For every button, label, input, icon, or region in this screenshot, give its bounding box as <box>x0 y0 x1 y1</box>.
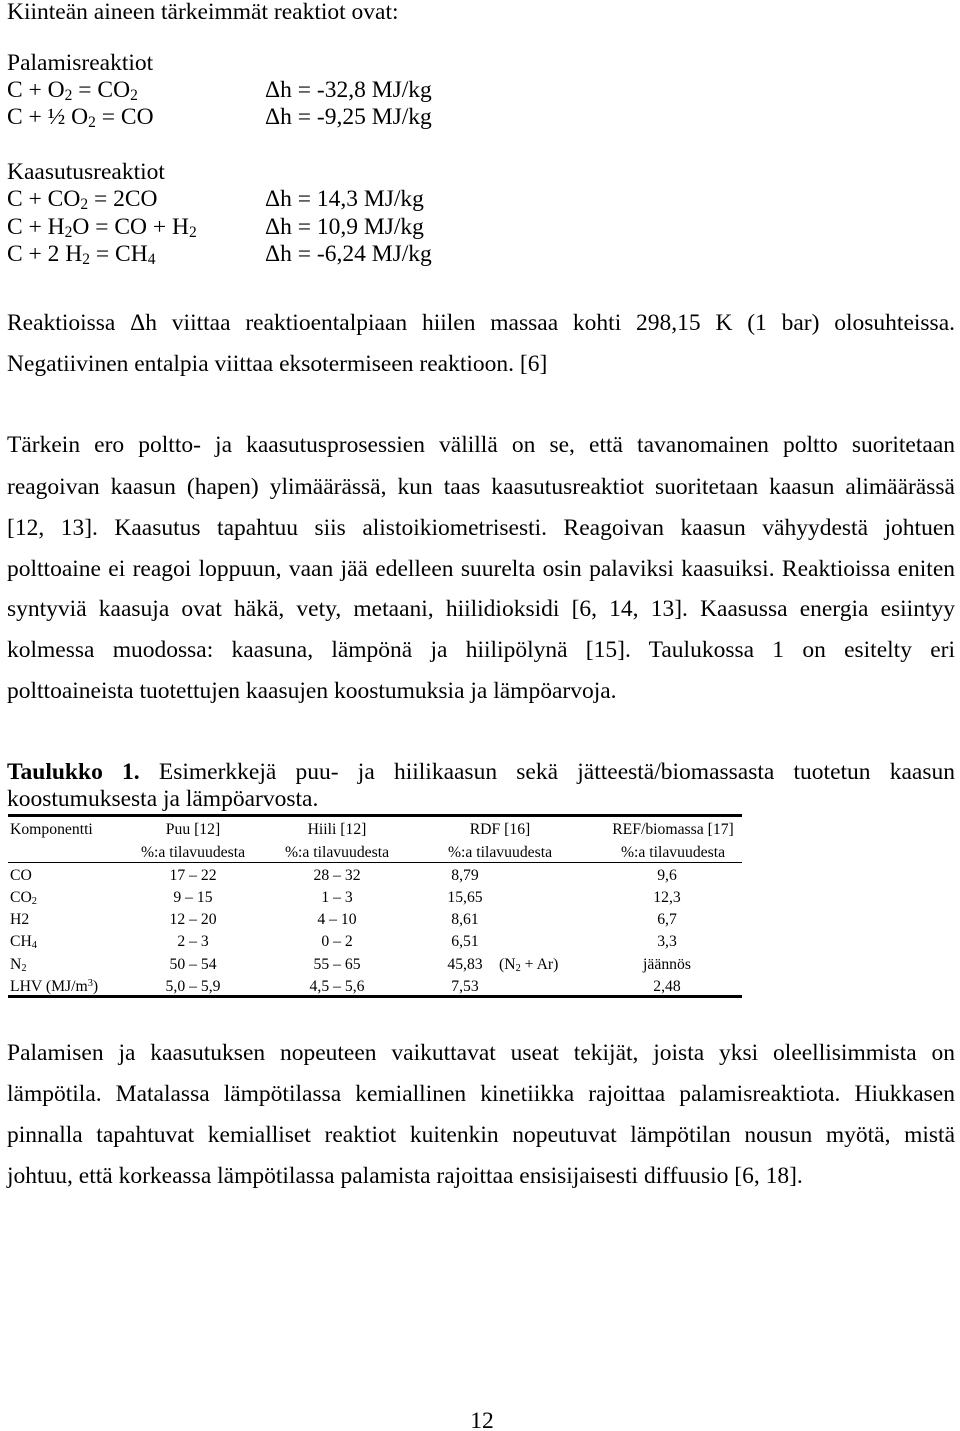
component-cell: CO <box>10 867 32 884</box>
subscript: 2 <box>82 251 91 269</box>
reaction-enthalpy: Δh = 14,3 MJ/kg <box>265 186 424 212</box>
value-cell: 5,0 – 5,9 <box>165 978 221 995</box>
subscript: 2 <box>88 114 96 132</box>
caption-line: koostumuksesta ja lämpöarvosta. <box>7 786 319 812</box>
value-cell: 50 – 54 <box>169 956 217 973</box>
paragraph-line: Tärkein ero poltto- ja kaasutusprosessien välillä on se, että tavanomainen poltto suoritetaan <box>7 432 955 458</box>
page-number: 12 <box>470 1408 494 1431</box>
reaction-equation: C + CO2 = 2CO <box>7 186 158 214</box>
table-bottom-rule <box>8 995 742 998</box>
reaction-row <box>7 213 607 241</box>
table-header-row <box>0 819 750 841</box>
value-cell: 4,5 – 5,6 <box>309 978 365 995</box>
paragraph-line: Reaktioissa Δh viittaa reaktioentalpiaan hiilen massaa kohti 298,15 K (1 bar) olosuhteissa. <box>7 310 955 336</box>
reaction-row <box>7 240 607 268</box>
value-cell: 6,51 <box>451 933 479 950</box>
component-cell: LHV $(MJ/m^3)$ <box>10 978 99 995</box>
value-cell: 0 – 2 <box>321 933 353 950</box>
subscript: 2 <box>64 224 73 242</box>
column-header-ref: REF/biomassa [17] <box>612 821 734 838</box>
value-cell: 6,7 <box>657 911 677 928</box>
value-cell: 4 – 10 <box>317 911 357 928</box>
value-cell: 17 – 22 <box>169 867 217 884</box>
subscript: 2 <box>189 224 197 242</box>
column-unit: %:a tilavuudesta <box>620 844 726 861</box>
paragraph-line: Palamisen ja kaasutuksen nopeuteen vaikuttavat useat tekijät, joista yksi oleellisimmista on <box>7 1040 955 1066</box>
reaction-row <box>7 76 607 104</box>
table-row <box>0 865 750 887</box>
table-row <box>0 954 750 976</box>
paragraph-line: polttoaineista tuotettujen kaasujen koostumuksia ja lämpöarvoja. <box>7 678 617 704</box>
combustion-heading: Palamisreaktiot <box>7 50 154 76</box>
value-cell: 55 – 65 <box>313 956 361 973</box>
value-cell: 9 – 15 <box>173 889 213 906</box>
paragraph-line: [12, 13]. Kaasutus tapahtuu siis alistoikiometrisesti. Reagoivan kaasun vähyydestä johtuen <box>7 515 955 541</box>
subscript: 2 <box>130 87 138 105</box>
component-cell: H2 <box>10 911 30 928</box>
table-row <box>0 931 750 953</box>
reaction-enthalpy: Δh = -9,25 MJ/kg <box>265 104 432 130</box>
value-cell: 12 – 20 <box>169 911 217 928</box>
paragraph-line: reagoivan kaasun (hapen) ylimäärässä, kun taas kaasutusreaktiot suoritetaan kaasun alimäärässä <box>7 474 955 500</box>
paragraph-line: pinnalla tapahtuvat kemialliset reaktiot kuitenkin nopeutuvat lämpötilan nousun myötä, mistä <box>7 1122 955 1148</box>
column-header-puu: Puu [12] <box>165 821 221 838</box>
column-unit: %:a tilavuudesta <box>447 844 553 861</box>
subscript: 2 <box>31 896 37 908</box>
reaction-row <box>7 185 607 213</box>
paragraph-line: polttoaine ei reagoi loppuun, vaan jää edelleen suurelta osin palaviksi kaasuiksi. Reaktioissa eniten <box>7 556 955 582</box>
table-row <box>0 909 750 931</box>
data-table <box>0 810 750 1000</box>
column-unit: %:a tilavuudesta <box>284 844 390 861</box>
value-cell: 9,6 <box>657 867 677 884</box>
paragraph-line: kolmessa muodossa: kaasuna, lämpönä ja hiilipölynä [15]. Taulukossa 1 on esitelty eri <box>7 637 955 663</box>
component-cell: $CH_4$ <box>10 933 37 952</box>
value-cell: 12,3 <box>653 889 681 906</box>
paragraph-line: lämpötila. Matalassa lämpötilassa kemiallinen kinetiikka rajoittaa palamisreaktiota. Hiukkasen <box>7 1081 955 1107</box>
table-unit-row <box>0 842 750 864</box>
value-cell: 15,65 <box>447 889 483 906</box>
value-note: $(N_2 + Ar)$ <box>499 956 559 975</box>
superscript: 3 <box>87 978 93 990</box>
subscript: 2 <box>80 196 89 214</box>
paragraph-line: Negatiivinen entalpia viittaa eksotermiseen reaktioon. [6] <box>7 351 548 377</box>
value-cell: 8,79 <box>451 867 479 884</box>
value-cell: jäännös <box>643 956 691 973</box>
value-cell: 8,61 <box>451 911 479 928</box>
value-cell: 2 – 3 <box>177 933 209 950</box>
table-header-rule <box>8 862 742 863</box>
component-cell: $CO_2$ <box>10 889 37 908</box>
value-cell: 3,3 <box>657 933 677 950</box>
subscript: 2 <box>64 87 73 105</box>
reaction-row <box>7 103 607 131</box>
reaction-equation: C + H2O = CO + H2 <box>7 214 197 242</box>
subscript: 2 <box>515 963 521 975</box>
component-cell: $N_2$ <box>10 956 27 975</box>
value-cell: 2,48 <box>653 978 681 995</box>
bold-text: Taulukko 1. <box>7 759 140 785</box>
value-cell: 45,83 <box>447 956 483 973</box>
paragraph-line: johtuu, että korkeassa lämpötilassa palamista rajoittaa ensisijaisesti diffuusio [6, 18]. <box>7 1163 803 1189</box>
column-unit: %:a tilavuudesta <box>140 844 246 861</box>
reaction-equation: C + ½ O2 = CO <box>7 104 154 132</box>
subscript: 4 <box>31 940 37 952</box>
column-header-component: Komponentti <box>10 821 93 838</box>
reaction-enthalpy: Δh = -6,24 MJ/kg <box>265 241 432 267</box>
column-header-hiili: Hiili [12] <box>307 821 367 838</box>
caption-line: Taulukko 1. Esimerkkejä puu- ja hiilikaasun sekä jätteestä/biomassasta tuotetun kaasun <box>7 759 955 785</box>
reaction-equation: C + 2 H2 = CH4 <box>7 241 156 269</box>
reaction-enthalpy: Δh = 10,9 MJ/kg <box>265 214 424 240</box>
paragraph-line: syntyviä kaasuja ovat häkä, vety, metaani, hiilidioksidi [6, 14, 13]. Kaasussa energia esiintyy <box>7 596 955 622</box>
subscript: 4 <box>147 251 156 269</box>
table-top-rule <box>8 814 742 817</box>
value-cell: 1 – 3 <box>321 889 353 906</box>
column-header-rdf: RDF [16] <box>469 821 531 838</box>
gasification-heading: Kaasutusreaktiot <box>7 159 165 185</box>
subscript: 2 <box>21 963 27 975</box>
value-cell: 28 – 32 <box>313 867 361 884</box>
reaction-equation: C + O2 = CO2 <box>7 77 138 105</box>
value-cell: 7,53 <box>451 978 479 995</box>
intro-text: Kiinteän aineen tärkeimmät reaktiot ovat: <box>7 0 399 25</box>
table-row <box>0 887 750 909</box>
reaction-enthalpy: Δh = -32,8 MJ/kg <box>265 77 432 103</box>
